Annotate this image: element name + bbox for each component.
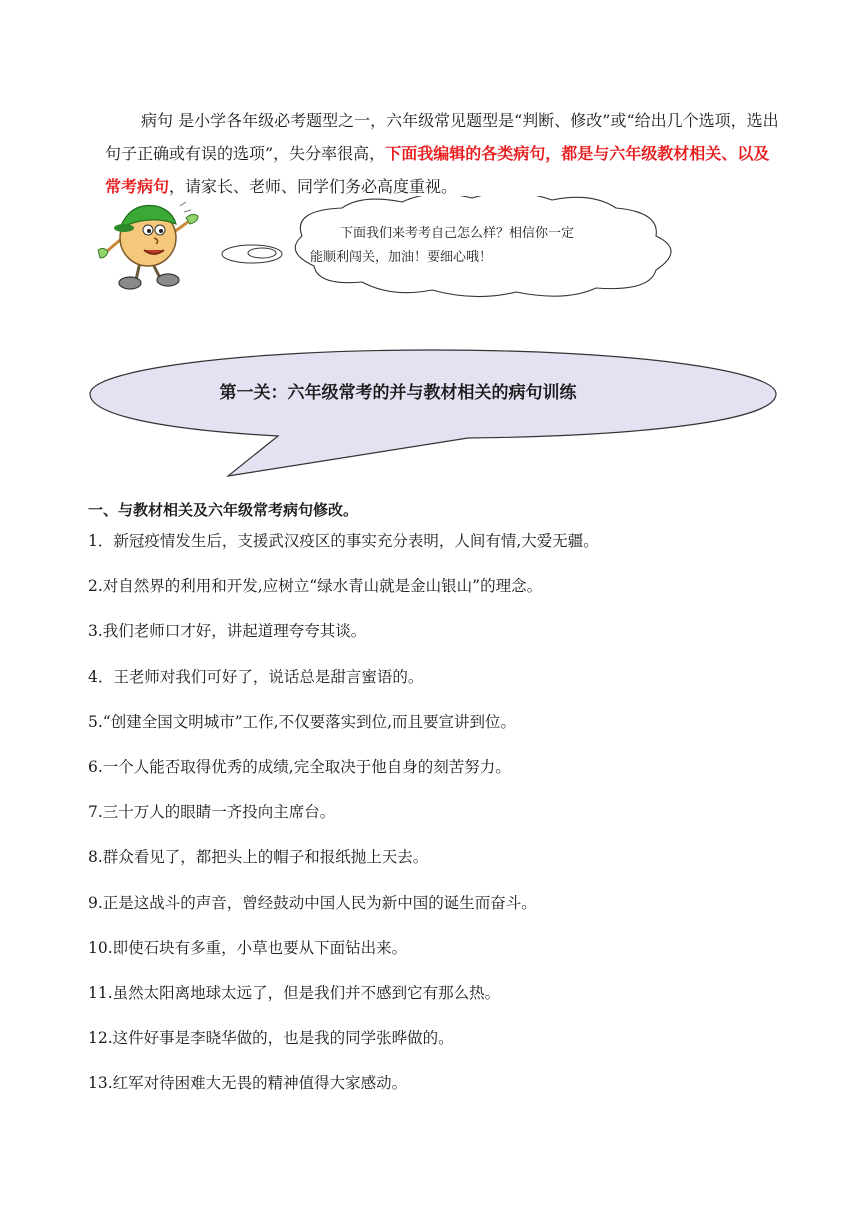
list-item: 4．王老师对我们可好了，说话总是甜言蜜语的。 bbox=[88, 667, 424, 686]
list-item: 8.群众看见了，都把头上的帽子和报纸抛上天去。 bbox=[88, 848, 429, 867]
cloud-line-1: 下面我们来考考自己怎么样？相信你一定 bbox=[340, 226, 575, 241]
intro-paragraph bbox=[105, 104, 785, 203]
list-item: 10.即使石块有多重，小草也要从下面钻出来。 bbox=[88, 938, 408, 957]
intro-text: 病句 是小学各年级必考题型之一，六年级常见题型是“判断、修改”或“给出几个选项，选出句子正确或有误的选项”，失分率很高， bbox=[105, 111, 779, 163]
list-item: 12.这件好事是李晓华做的，也是我的同学张晔做的。 bbox=[88, 1029, 454, 1048]
sentence-list bbox=[88, 528, 788, 1115]
list-item: 2.对自然界的利用和开发,应树立“绿水青山就是金山银山”的理念。 bbox=[88, 577, 543, 596]
list-item: 5.“创建全国文明城市”工作,不仅要落实到位,而且要宣讲到位。 bbox=[88, 712, 516, 731]
list-item: 11.虽然太阳离地球太远了，但是我们并不感到它有那么热。 bbox=[88, 983, 501, 1002]
cartoon-boy-icon bbox=[92, 192, 204, 292]
cloud-message bbox=[310, 222, 640, 270]
list-item: 13.红军对待困难大无畏的精神值得大家感动。 bbox=[88, 1074, 408, 1093]
intro-highlight: 下面我编辑的各类病句，都是与六年级教材相关、以及常考病句 bbox=[105, 144, 770, 196]
list-item: 1．新冠疫情发生后，支援武汉疫区的事实充分表明，人间有情,大爱无疆。 bbox=[88, 532, 599, 550]
speech-bubble-banner bbox=[88, 346, 778, 482]
banner-title: 第一关：六年级常考的并与教材相关的病句训练 bbox=[219, 383, 577, 403]
cloud-line-2: 能顺利闯关，加油！要细心哦！ bbox=[310, 250, 493, 265]
intro-text-end: ，请家长、老师、同学们务必高度重视。 bbox=[169, 177, 458, 196]
section-heading: 一、与教材相关及六年级常考病句修改。 bbox=[88, 501, 359, 519]
list-item: 7.三十万人的眼睛一齐投向主席台。 bbox=[88, 803, 336, 822]
list-item: 6.一个人能否取得优秀的成绩,完全取决于他自身的刻苦努力。 bbox=[88, 757, 511, 776]
list-item: 3.我们老师口才好，讲起道理夸夸其谈。 bbox=[88, 622, 367, 641]
list-item: 9.正是这战斗的声音，曾经鼓动中国人民为新中国的诞生而奋斗。 bbox=[88, 893, 537, 912]
